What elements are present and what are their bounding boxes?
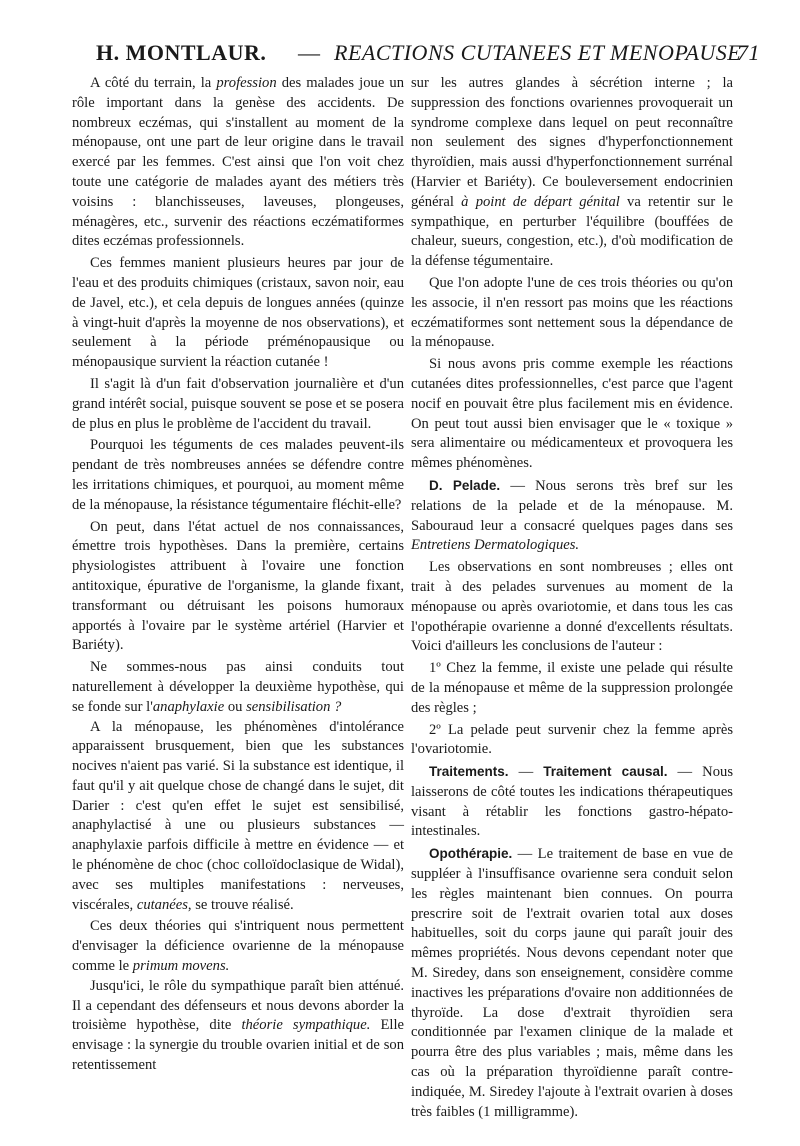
emphasis: anaphylaxie	[152, 698, 225, 715]
paragraph-theories	[72, 917, 404, 976]
emphasis: à point de départ génital	[461, 193, 620, 210]
text: — Nous serons très bref sur les relations de la pelade et de la ménopause. M. Sabouraud leur a consacré quelques pages dans ses	[411, 477, 733, 534]
paragraph-opotherapy	[411, 844, 733, 1122]
paragraph-profession	[72, 74, 404, 252]
text: — Le traitement de base en vue de suppléer à l'insuffisance ovarienne sera conduit selon les règles maintenant bien connues. On pourra prescrire soit de l'extrait ovarien total aux doses habituelles, soit du corps jaune qui paraît jouir des mêmes propriétés. Nous devons cependant noter que M. Siredey, dans son enseignement, considère comme inactives les préparations d'ovaire non additionnées de thyroïde. La dose d'extrait thyroïdien sera conditionnée par l'examen clinique de la malade et pourra être des plus variables ; mais, même dans les cas où la préparation thyroïdienne paraît contre-indiquée, M. Siredey l'ajoute à l'extrait ovarien à doses très faibles (1 milligramme).	[411, 846, 733, 1120]
paragraph-dependence: Que l'on adopte l'une de ces trois théories ou qu'on les associe, il n'en ressort pas moins que les réactions eczématiformes sont nettement sous la dépendance de la ménopause.	[411, 274, 733, 351]
text: va retentir sur le sympathique, en perturber l'équilibre (bouffées de chaleur, sueurs, congestion, etc.), d'où modification de la défense tégumentaire.	[411, 193, 733, 270]
section-heading: Opothérapie.	[429, 846, 513, 862]
emphasis: Entretiens Dermatologiques.	[411, 537, 580, 554]
text: ou	[224, 698, 247, 715]
left-column	[72, 74, 404, 1076]
emphasis: sensibilisation ?	[246, 698, 342, 715]
paragraph-glands	[411, 74, 733, 272]
paragraph-observations: Les observations en sont nombreuses ; elles ont trait à des pelades survenues au moment de la ménopause ou après ovariotomie, et dans tous les cas l'opothérapie ovarienne a donné d'excellents résultats. Voici d'ailleurs les conclusions de l'auteur :	[411, 559, 733, 655]
text: Ces deux théories qui s'intriquent nous permettent d'envisager la déficience ovarienne de la ménopause comme le	[72, 918, 404, 975]
subsection-heading: Traitement causal.	[543, 764, 668, 780]
text: Jusqu'ici, le rôle du sympathique paraît bien atténué. Il a cependant des défenseurs et nous devons aborder la troisième hypothèse, dite	[72, 977, 404, 1034]
text: des malades joue un rôle important dans la genèse des accidents. De nombreux eczémas, qui s'installent au moment de la ménopause, ont une part de leur origine dans le travail exercé par les femmes. C'est ainsi que l'on voit chez toute une catégorie de malades ayant des métiers très voisins : blanchisseuses, laveuses, plongeuses, ménagères, etc., survenir des réactions eczématiformes dites eczémas professionnels.	[72, 75, 404, 250]
text: — Nous laisserons de côté toutes les indications thérapeutiques visant à rétablir les fonctions gastro-hépato-intestinales.	[411, 764, 733, 840]
paragraph-menopause	[72, 718, 404, 916]
page-number: 71	[737, 40, 760, 65]
right-column	[411, 74, 733, 1122]
text: —	[508, 764, 544, 781]
section-heading: Traitements.	[429, 764, 509, 780]
paragraph-anaphylaxis	[72, 658, 404, 717]
running-header	[56, 40, 760, 74]
emphasis: profession	[216, 75, 277, 91]
paragraph-women: Ces femmes manient plusieurs heures par jour de l'eau et des produits chimiques (cristaux, savon noir, eau de Javel, etc.), et cela depuis de longues années (quinze à vingt-huit d'après la moyenne de nos observations), et seulement à la période préménopausique ou ménopausique survient la réaction cutanée !	[72, 255, 404, 371]
text: A côté du terrain, la	[90, 75, 217, 91]
text: A la ménopause, les phénomènes d'intolérance apparaissent brusquement, bien que les substances nocives n'aient pas varié. Si la substance est identique, il faut qu'il y ait quelque chose de changé dans le sujet, dit Darier : c'est qu'en effet le sujet est sensibilisé, anaphylactisé à une ou plusieurs substances — anaphylaxie parfois difficile à mettre en évidence — et le phénomène de choc (choc colloïdoclasique de Widal), avec ses multiples manifestations : nerveuses, viscérales,	[72, 718, 404, 913]
paragraph-treatments	[411, 762, 733, 842]
paragraph-question: Pourquoi les téguments de ces malades peuvent-ils pendant de très nombreuses années se défendre contre les irritations chimiques, et pourquoi, au moment même de la ménopause, la résistance tégumentaire fléchit-elle?	[72, 437, 404, 513]
paragraph-observation: Il s'agit là d'un fait d'observation journalière et d'un grand intérêt social, puisque souvent se pose et se posera de plus en plus le problème de l'accident du travail.	[72, 375, 404, 432]
section-heading: D. Pelade.	[429, 477, 501, 493]
emphasis: théorie sympathique.	[241, 1017, 371, 1034]
emphasis: primum movens.	[132, 958, 230, 975]
emphasis: cutanées	[136, 896, 188, 913]
paragraph-sympathetic	[72, 977, 404, 1076]
text: Elle envisage : la synergie du trouble ovarien initial et de son retentissement	[72, 1017, 405, 1074]
text: Ne sommes-nous pas ainsi conduits tout naturellement à développer la deuxième hypothèse, qui se fonde sur l'	[72, 659, 404, 715]
header-author: H. MONTLAUR.	[96, 40, 267, 65]
conclusion-1: 1º Chez la femme, il existe une pelade qui résulte de la ménopause et même de la suppression prolongée des règles ;	[411, 660, 733, 716]
conclusion-2: 2º La pelade peut survenir chez la femme après l'ovariotomie.	[411, 721, 733, 758]
header-dash: —	[298, 40, 321, 65]
header-title: REACTIONS CUTANEES ET MENOPAUSE	[334, 40, 742, 65]
text: , se trouve réalisé.	[187, 896, 294, 913]
paragraph-example: Si nous avons pris comme exemple les réactions cutanées dites professionnelles, c'est parce que l'agent nocif en pouvait être plus facilement mis en évidence. On peut tout aussi bien envisager que le « toxique » sera alimentaire ou médicamenteux et provoquera les mêmes phénomènes.	[411, 356, 733, 472]
text: sur les autres glandes à sécrétion interne ; la suppression des fonctions ovariennes provoquerait un syndrome complexe dans lequel on peut reconnaître non seulement des signes d'hyperfonctionnement thyroïdien, mais aussi d'hyperfonctionnement surrénal (Harvier et Bariéty). Ce bouleversement endocrinien général	[411, 75, 733, 210]
paragraph-hypotheses: On peut, dans l'état actuel de nos connaissances, émettre trois hypothèses. Dans la première, certains physiologistes attribuent à l'ovaire une fonction antitoxique, épurative de l'organisme, la glande fixant, transformant ou détruisant les poisons humoraux apportés à l'ovaire par le système artériel (Harvier et Bariéty).	[72, 518, 404, 654]
paragraph-pelade	[411, 476, 733, 556]
